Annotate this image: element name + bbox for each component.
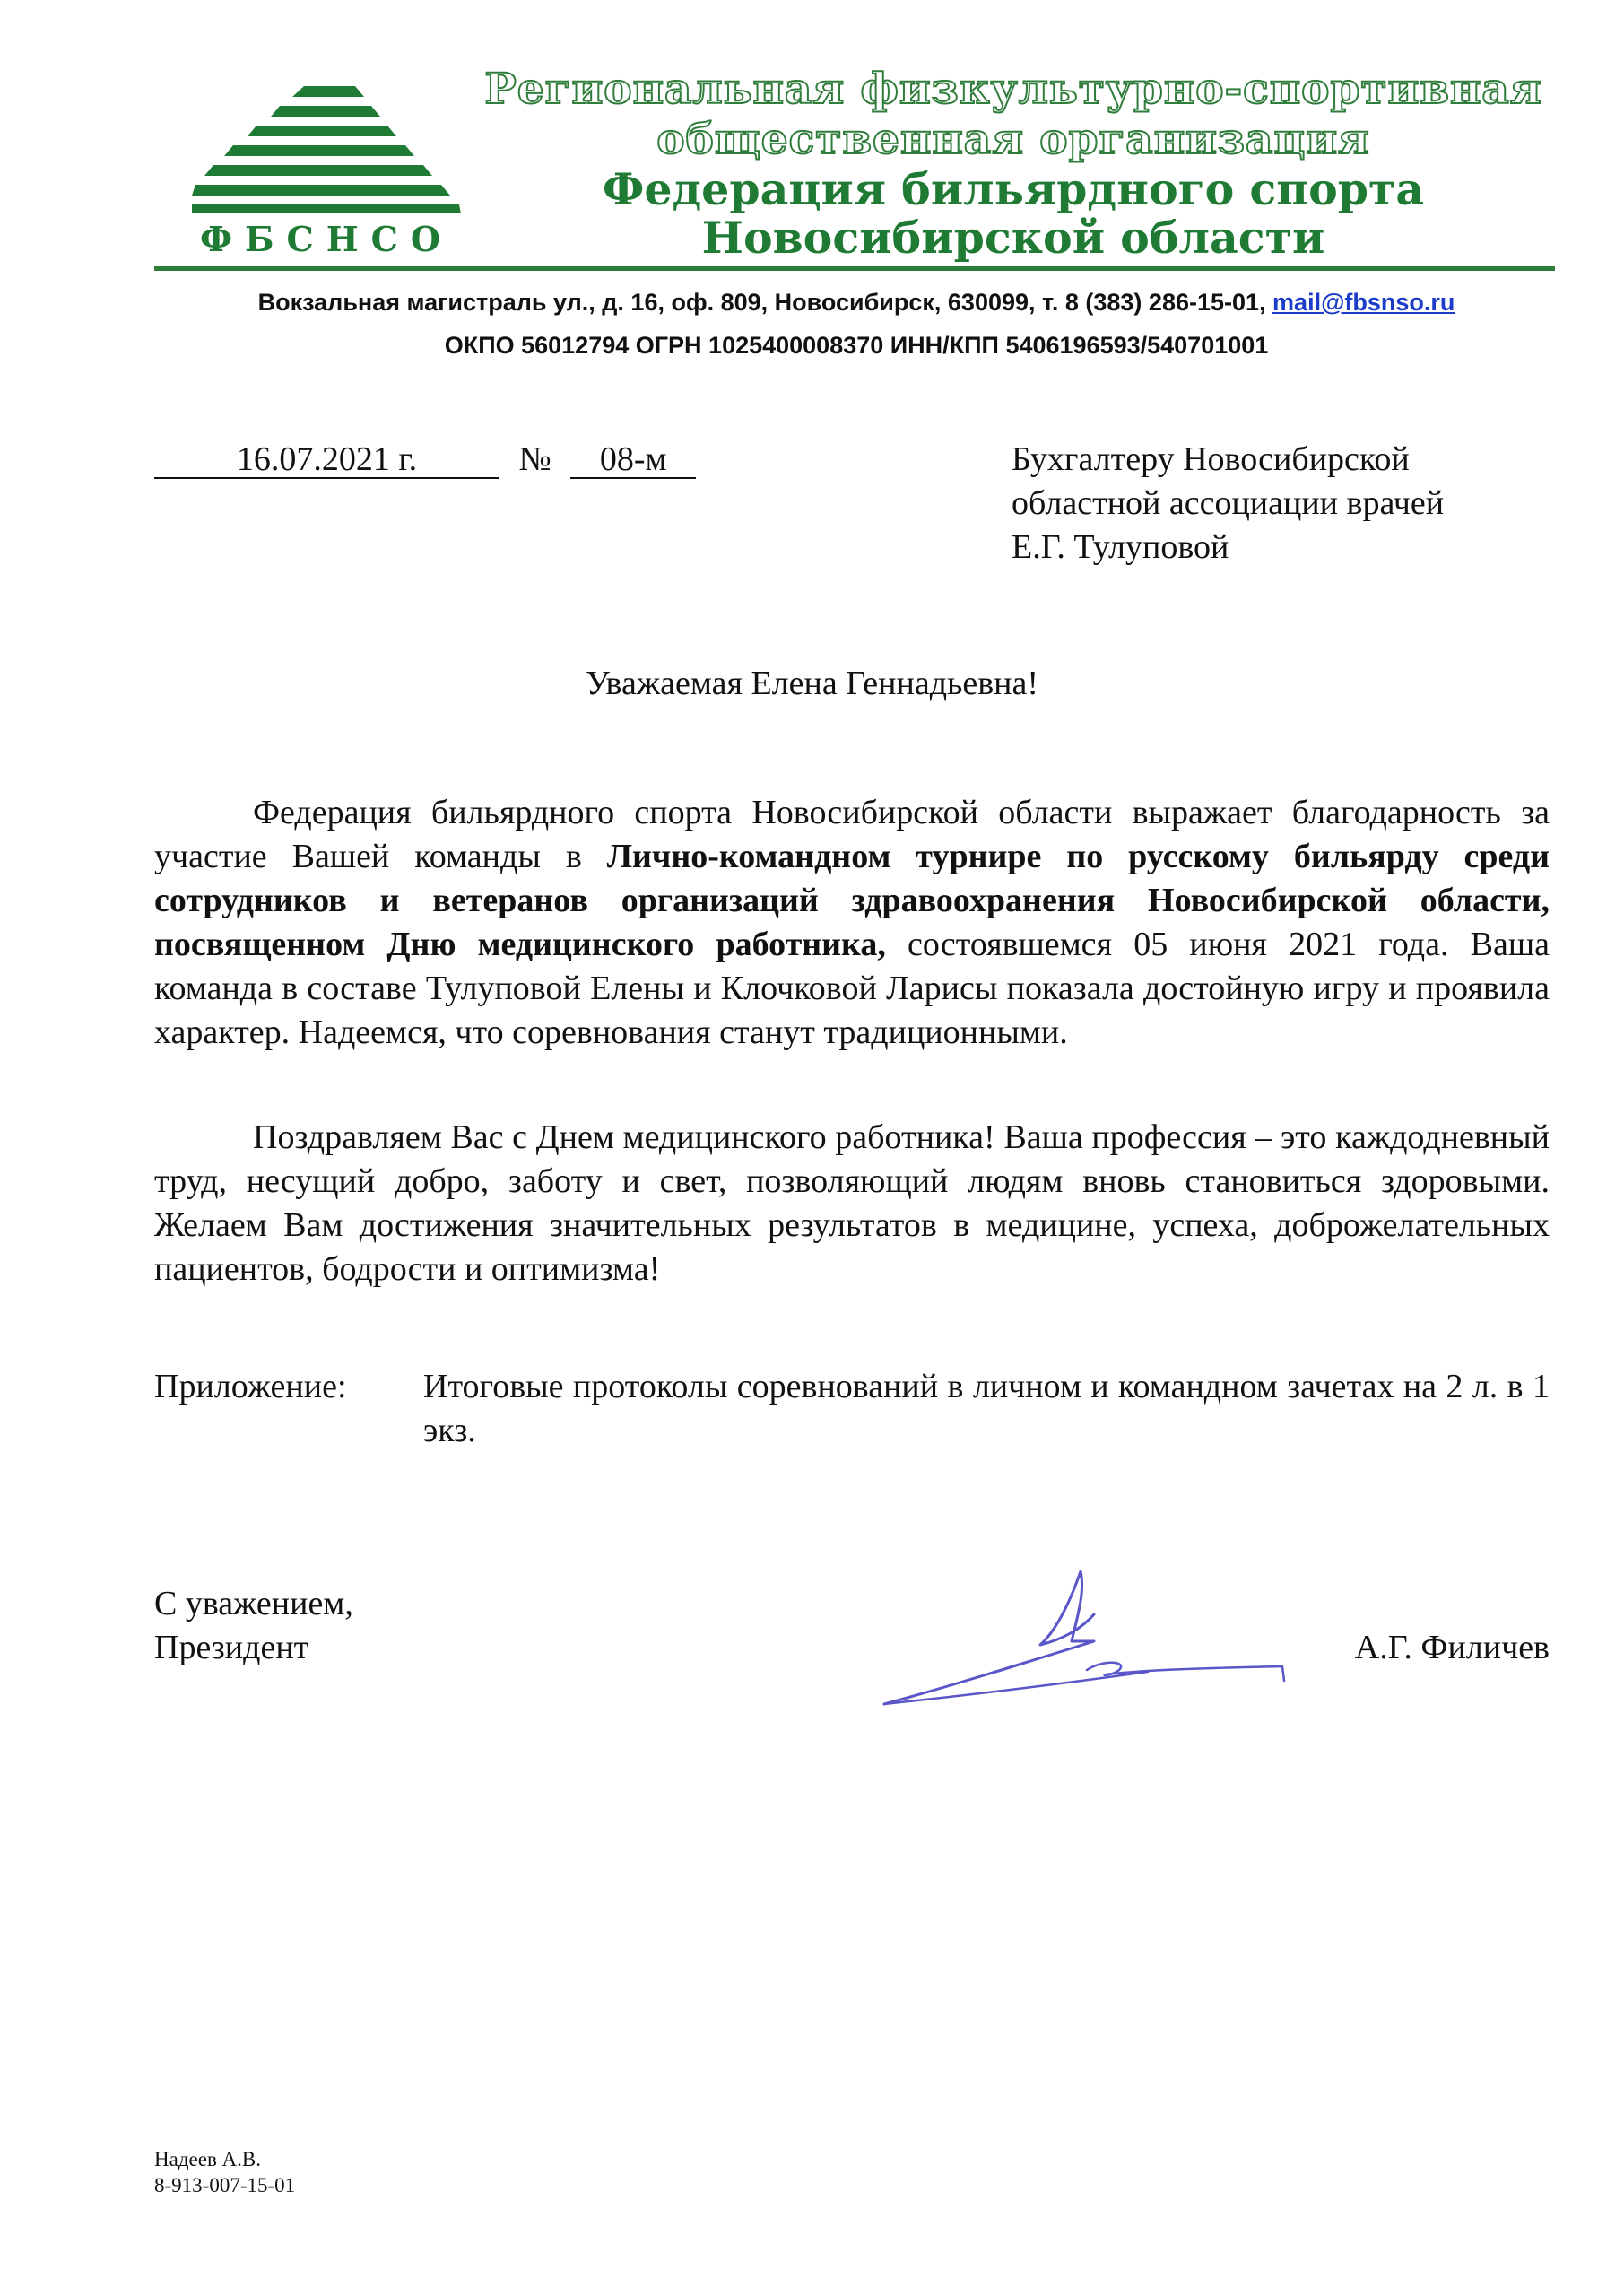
org-type-line2: общественная организация	[656, 115, 1370, 164]
reference-line	[154, 438, 696, 482]
attachment-label: Приложение:	[154, 1368, 347, 1405]
org-type-line1: Региональная физкультурно-спортивная	[484, 65, 1542, 114]
executor-name: Надеев А.В.	[154, 2148, 261, 2170]
address-text: Вокзальная магистраль ул., д. 16, оф. 809, Новосибирск, 630099, т. 8 (383) 286-15-01,	[257, 289, 1266, 316]
closing-position: Президент	[154, 1629, 309, 1666]
p1-tournament-name: Лично-командном турнире по русскому бильярду среди сотрудников и ветеранов организаций здравоохранения Новосибирской области, посвященном Дню медицинского работника,	[154, 838, 1550, 963]
signer-name: А.Г. Филичев	[1354, 1629, 1550, 1666]
recipient-block	[1012, 438, 1444, 570]
p1-start: Федерация бильярдного спорта Новосибирской области выражает благодарность за участие Вашей команды в	[154, 794, 1550, 875]
body-paragraph-2: Поздравляем Вас с Днем медицинского работника! Ваша профессия – это каждодневный труд, несущий добро, заботу и свет, позволяющий людям вновь становиться здоровыми. Желаем Вам достижения значительных результатов в медицине, успеха, доброжелательных пациентов, бодрости и оптимизма!	[154, 1118, 1550, 1288]
executor-phone: 8-913-007-15-01	[154, 2174, 296, 2196]
closing-regards: С уважением,	[154, 1585, 353, 1622]
body-paragraph-1	[154, 791, 1550, 1055]
pyramid-stripes-icon	[192, 86, 461, 213]
p1-end: состоявшемся 05 июня 2021 года. Ваша команда в составе Тулуповой Елены и Клочковой Ларисы показала достойную игру и проявила характер. Надеемся, что соревнования станут традиционными.	[154, 926, 1550, 1051]
letter-number: 08-м	[570, 441, 696, 479]
closing-block	[154, 1582, 353, 1670]
greeting: Уважаемая Елена Геннадьевна!	[585, 665, 1039, 702]
number-sign: №	[518, 440, 551, 478]
contact-line	[135, 289, 1578, 317]
federation-logo	[192, 79, 461, 258]
org-name-line2: Новосибирской области	[701, 212, 1325, 264]
requisites-line: ОКПО 56012794 ОГРН 1025400008370 ИНН/КПП 5406196593/540701001	[444, 332, 1269, 359]
logo-text: ФБСНСО	[199, 219, 454, 258]
attachment-text: Итоговые протоколы соревнований в личном и командном зачетах на 2 л. в 1 экз.	[423, 1368, 1550, 1449]
org-name-line1: Федерация бильярдного спорта	[602, 163, 1425, 215]
recipient-line2: областной ассоциации врачей	[1012, 484, 1445, 522]
recipient-line1: Бухгалтеру Новосибирской	[1012, 440, 1410, 478]
email-link[interactable]: mail@fbsnso.ru	[1272, 289, 1455, 316]
recipient-line3: Е.Г. Тулуповой	[1012, 528, 1229, 566]
letter-date: 16.07.2021 г.	[154, 441, 499, 479]
letterhead-divider	[154, 266, 1555, 271]
executor-block	[154, 2146, 295, 2198]
signature	[879, 1561, 1309, 1713]
